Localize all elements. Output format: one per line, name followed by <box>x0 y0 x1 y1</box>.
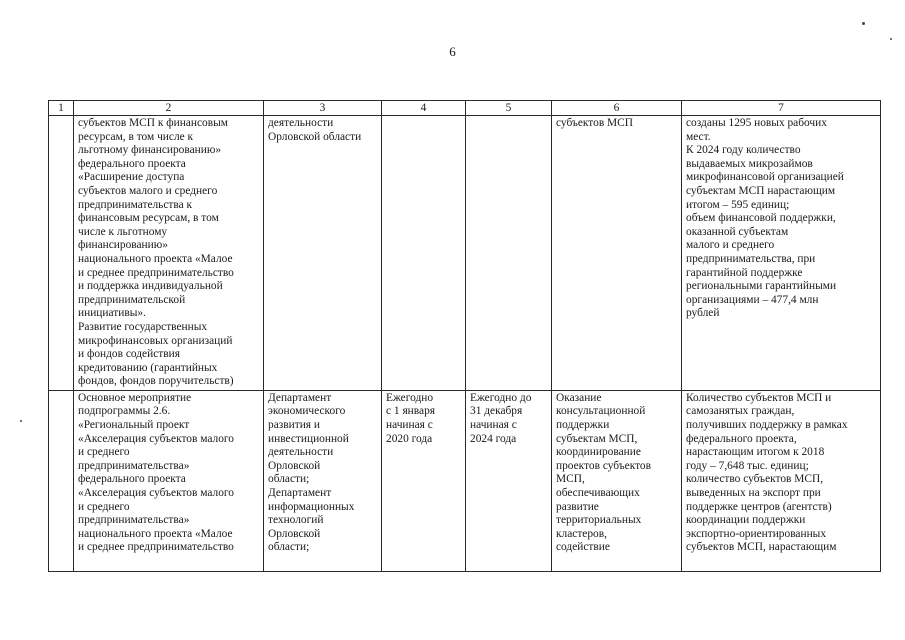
column-header: 4 <box>382 101 466 116</box>
column-header: 5 <box>466 101 552 116</box>
page-number: 6 <box>449 44 456 59</box>
cell-results: созданы 1295 новых рабочих мест. К 2024 году количество выдаваемых микрозаймов микрофинансовой организацией субъектам МСП нарастающим итогом – 595 единиц; объем финансовой поддержки, оказанной субъектам малого и среднего предпринимательства, при гарантийной поддержке региональными гарантийными организациями – 477,4 млн рублей <box>682 116 881 391</box>
scan-speck <box>890 38 892 40</box>
cell-start <box>382 116 466 391</box>
program-table <box>48 100 881 572</box>
cell-end <box>466 116 552 391</box>
cell-executor: Департамент экономического развития и инвестиционной деятельности Орловской области; Департамент информационных технологий Орловской области; <box>264 390 382 571</box>
cell-directions: Оказание консультационной поддержки субъектам МСП, координирование проектов субъектов МСП, обеспечивающих развитие территориальных кластеров, содействие <box>552 390 682 571</box>
table-row <box>49 390 881 571</box>
cell-end: Ежегодно до 31 декабря начиная с 2024 года <box>466 390 552 571</box>
cell-activity: Основное мероприятие подпрограммы 2.6. «Региональный проект «Акселерация субъектов малого и среднего предпринимательства» федерального проекта «Акселерация субъектов малого и среднего предпринимательства» национального проекта «Малое и среднее предпринимательство <box>74 390 264 571</box>
cell-number <box>49 390 74 571</box>
cell-number <box>49 116 74 391</box>
cell-executor: деятельности Орловской области <box>264 116 382 391</box>
column-header: 6 <box>552 101 682 116</box>
cell-directions: субъектов МСП <box>552 116 682 391</box>
header-row <box>49 101 881 116</box>
column-header: 3 <box>264 101 382 116</box>
cell-results: Количество субъектов МСП и самозанятых граждан, получивших поддержку в рамках федерального проекта, нарастающим итогом к 2018 году – 7,648 тыс. единиц; количество субъектов МСП, выведенных на экспорт при поддержке центров (агентств) координации поддержки экспортно-ориентированных субъектов МСП, нарастающим <box>682 390 881 571</box>
column-header: 1 <box>49 101 74 116</box>
column-header: 7 <box>682 101 881 116</box>
column-header: 2 <box>74 101 264 116</box>
table-row <box>49 116 881 391</box>
cell-activity: субъектов МСП к финансовым ресурсам, в том числе к льготному финансированию» федерального проекта «Расширение доступа субъектов малого и среднего предпринимательства к финансовым ресурсам, в том числе к льготному финансированию» национального проекта «Малое и среднее предпринимательство и поддержка индивидуальной предпринимательской инициативы». Развитие государственных микрофинансовых организаций и фондов содействия кредитованию (гарантийных фондов, фондов поручительств) <box>74 116 264 391</box>
scan-speck <box>20 420 22 422</box>
cell-start: Ежегодно с 1 января начиная с 2020 года <box>382 390 466 571</box>
scan-speck <box>862 22 865 25</box>
